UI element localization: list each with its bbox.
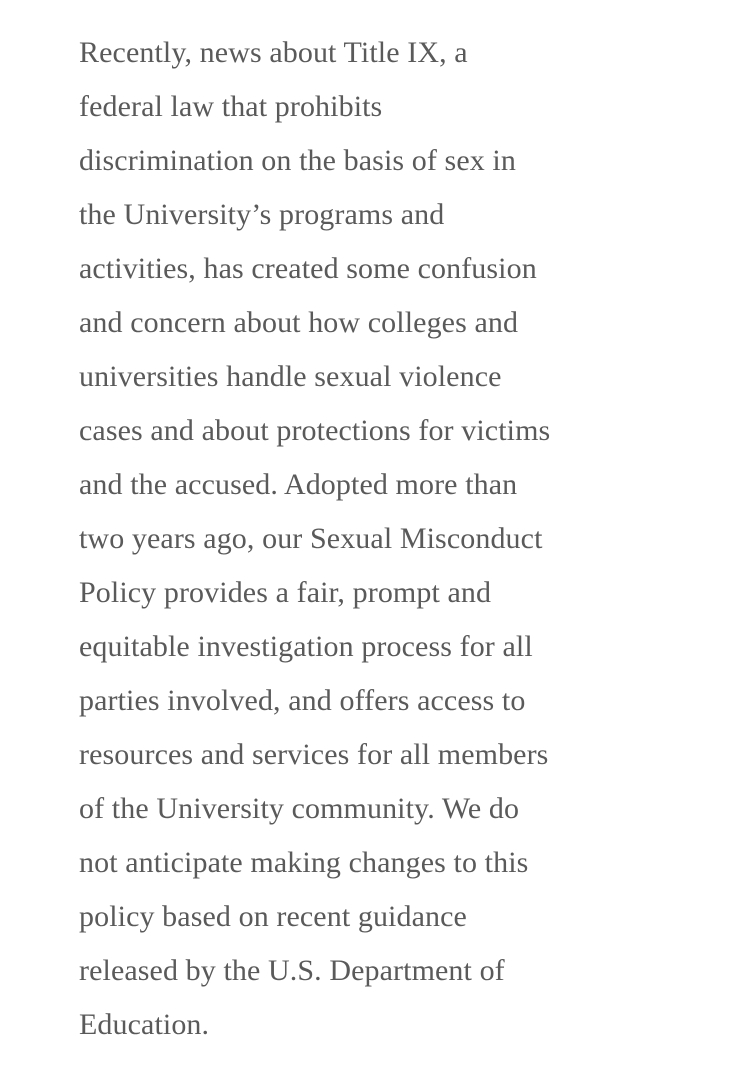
paragraph-line: the University’s programs and xyxy=(79,198,445,231)
paragraph-line: equitable investigation process for all xyxy=(79,630,533,663)
paragraph-line: discrimination on the basis of sex in xyxy=(79,144,516,177)
paragraph-line: Recently, news about Title IX, a xyxy=(79,36,468,69)
paragraph-line: not anticipate making changes to this xyxy=(79,846,529,879)
paragraph-line: released by the U.S. Department of xyxy=(79,954,505,987)
paragraph-line: and concern about how colleges and xyxy=(79,306,519,339)
paragraph-line: and the accused. Adopted more than xyxy=(79,468,518,501)
paragraph-line: of the University community. We do xyxy=(79,792,520,825)
paragraph-line: resources and services for all members xyxy=(79,738,549,771)
paragraph-line: activities, has created some confusion xyxy=(79,252,537,285)
paragraph-line: cases and about protections for victims xyxy=(79,414,551,447)
paragraph-line: Policy provides a fair, prompt and xyxy=(79,576,492,609)
paragraph-line: two years ago, our Sexual Misconduct xyxy=(79,522,543,555)
paragraph-line: universities handle sexual violence xyxy=(79,360,502,393)
paragraph-line: Education. xyxy=(79,1008,210,1041)
article-paragraph xyxy=(79,26,719,1052)
paragraph-line: federal law that prohibits xyxy=(79,90,383,123)
paragraph-line: policy based on recent guidance xyxy=(79,900,467,933)
paragraph-line: parties involved, and offers access to xyxy=(79,684,526,717)
